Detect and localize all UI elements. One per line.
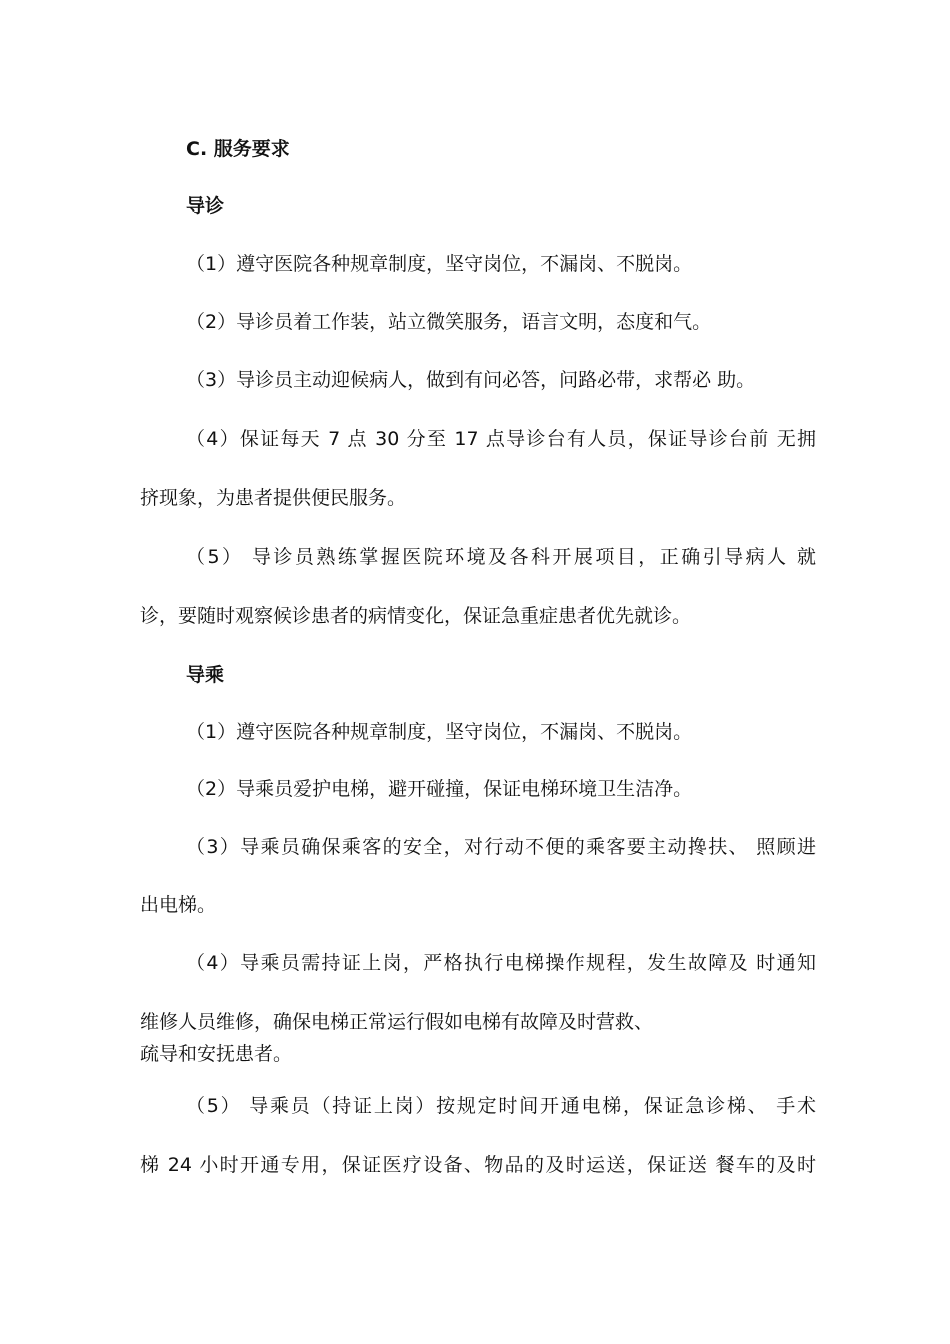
elevator-item-3-line-2: 出电梯。: [140, 894, 217, 916]
elevator-item-1: （1）遵守医院各种规章制度，坚守岗位，不漏岗、不脱岗。: [186, 721, 693, 743]
elevator-heading: 导乘: [186, 664, 225, 686]
guide-item-2: （2）导诊员着工作装，站立微笑服务，语言文明，态度和气。: [186, 311, 712, 333]
elevator-item-5-line-2: 梯 24 小时开通专用，保证医疗设备、物品的及时运送，保证送 餐车的及时: [140, 1154, 816, 1176]
elevator-item-5-line-1: （5） 导乘员（持证上岗）按规定时间开通电梯，保证急诊梯、 手术: [186, 1095, 816, 1117]
elevator-item-4-line-3: 疏导和安抚患者。: [140, 1043, 293, 1065]
guide-heading: 导诊: [186, 195, 225, 217]
guide-item-5-line-2: 诊，要随时观察候诊患者的病情变化，保证急重症患者优先就诊。: [140, 605, 692, 627]
elevator-item-4-line-1: （4）导乘员需持证上岗，严格执行电梯操作规程，发生故障及 时通知: [186, 952, 816, 974]
guide-item-1: （1）遵守医院各种规章制度，坚守岗位，不漏岗、不脱岗。: [186, 253, 693, 275]
elevator-item-2: （2）导乘员爱护电梯，避开碰撞，保证电梯环境卫生洁净。: [186, 778, 693, 800]
section-heading: C. 服务要求: [186, 138, 290, 160]
guide-item-3: （3）导诊员主动迎候病人，做到有问必答，问路必带，求帮必 助。: [186, 369, 756, 391]
guide-item-5-line-1: （5） 导诊员熟练掌握医院环境及各科开展项目，正确引导病人 就: [186, 546, 816, 568]
guide-item-4-line-2: 挤现象，为患者提供便民服务。: [140, 487, 407, 509]
elevator-item-4-line-2: 维修人员维修，确保电梯正常运行假如电梯有故障及时营救、: [140, 1011, 654, 1033]
guide-item-4-line-1: （4）保证每天 7 点 30 分至 17 点导诊台有人员，保证导诊台前 无拥: [186, 428, 816, 450]
elevator-item-3-line-1: （3）导乘员确保乘客的安全，对行动不便的乘客要主动搀扶、 照顾进: [186, 836, 816, 858]
